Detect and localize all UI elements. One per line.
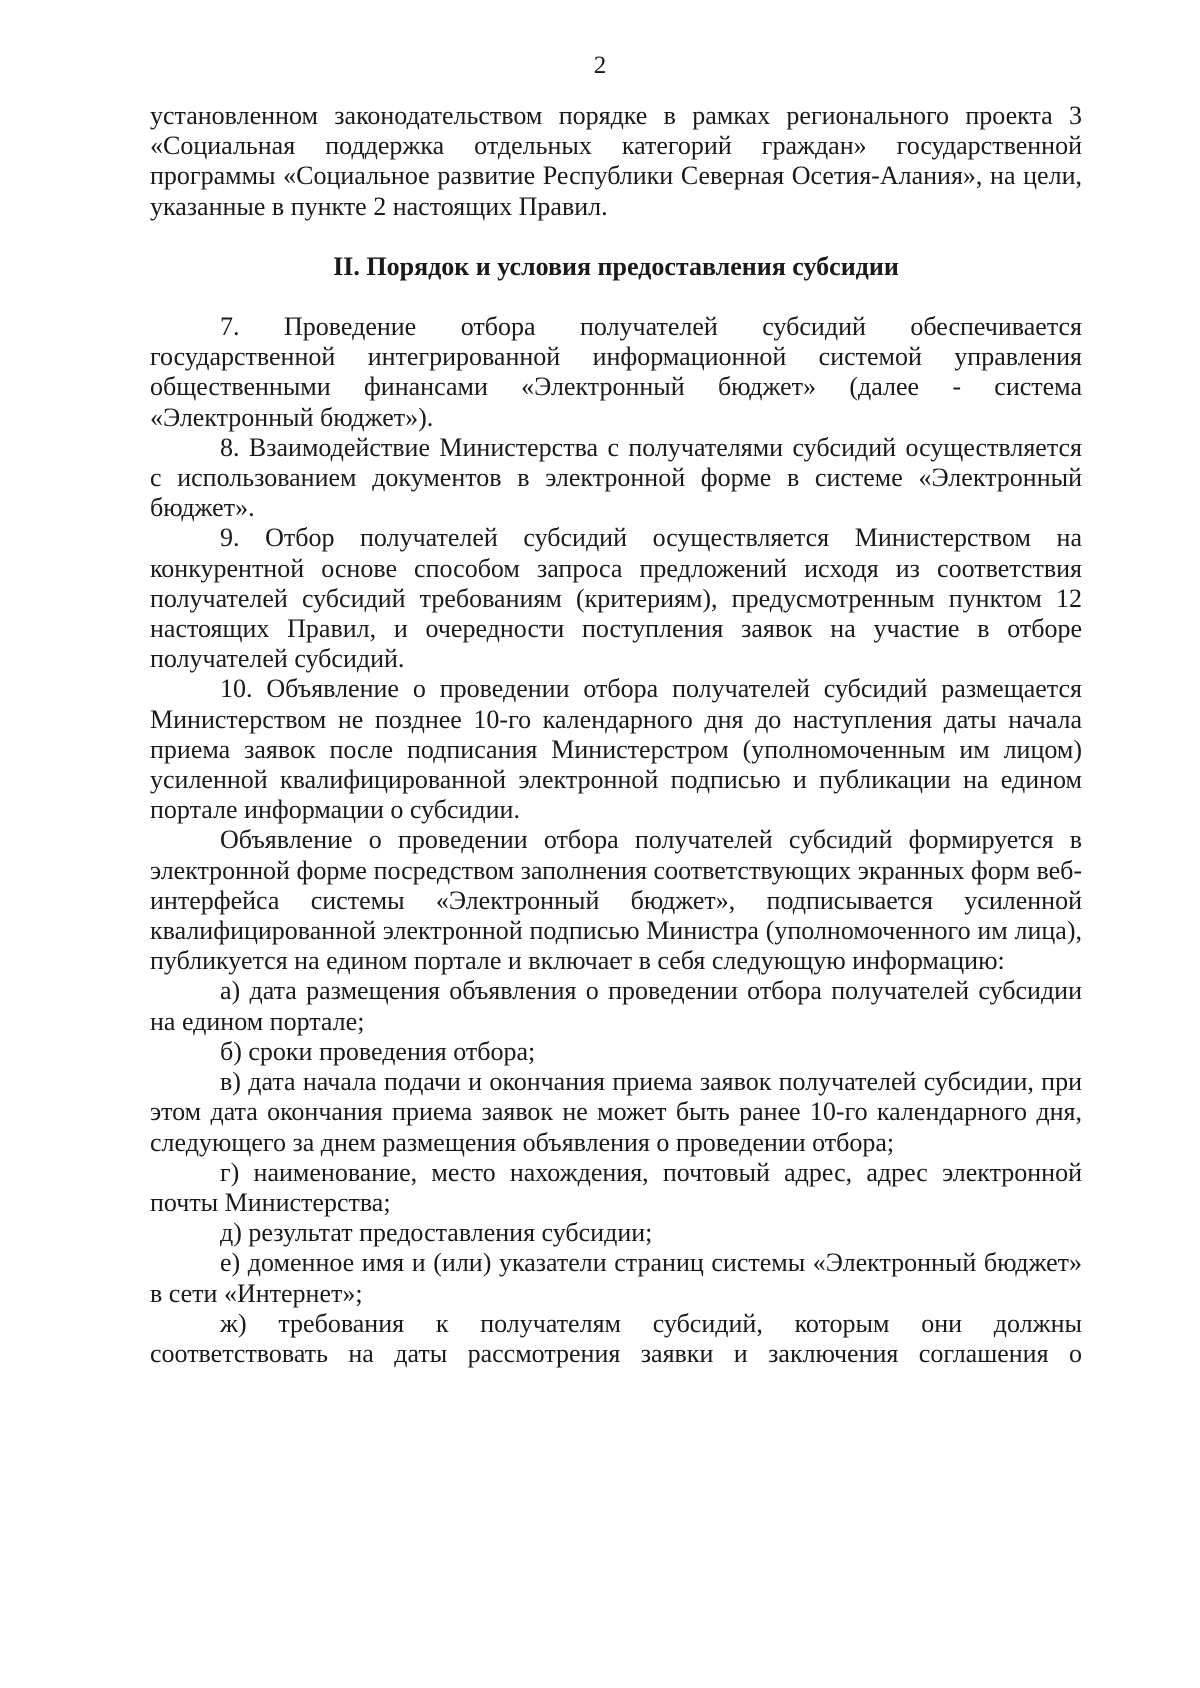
paragraph-8: 8. Взаимодействие Министерства с получателями субсидий осуществляется с использованием документов в электронной форме в системе «Электронный бюджет». [150, 432, 1082, 523]
paragraph-10-continued: Объявление о проведении отбора получателей субсидий формируется в электронной форме посредством заполнения соответствующих экранных форм веб-интерфейса системы «Электронный бюджет», подписывается усиленной квалифицированной электронной подписью Министра (уполномоченного им лица), публикуется на едином портале и включает в себя следующую информацию: [150, 825, 1082, 976]
list-item-v: в) дата начала подачи и окончания приема заявок получателей субсидии, при этом дата окончания приема заявок не может быть ранее 10-го календарного дня, следующего за днем размещения объявления о проведении отбора; [150, 1067, 1082, 1157]
list-item-d: д) результат предоставления субсидии; [220, 1218, 653, 1248]
paragraph-7: 7. Проведение отбора получателей субсидий обеспечивается государственной интегрированной информационной системой управления общественными финансами «Электронный бюджет» (далее - система «Электронный бюджет»). [150, 312, 1082, 432]
section-heading: II. Порядок и условия предоставления субсидии [333, 251, 899, 281]
list-item-b: б) сроки проведения отбора; [220, 1036, 536, 1066]
page-number: 2 [593, 52, 607, 79]
list-item-a: а) дата размещения объявления о проведении отбора получателей субсидии на едином портале; [150, 976, 1082, 1036]
list-item-e: е) доменное имя и (или) указатели страниц системы «Электронный бюджет» в сети «Интернет»; [150, 1248, 1082, 1308]
list-item-zh: ж) требования к получателям субсидий, которым они должны соответствовать на даты рассмотрения заявки и заключения соглашения о [150, 1308, 1082, 1368]
document-body [150, 101, 1082, 1369]
paragraph-10: 10. Объявление о проведении отбора получателей субсидий размещается Министерством не позднее 10-го календарного дня до наступления даты начала приема заявок после подписания Министерстром (уполномоченным им лицом) усиленной квалифицированной электронной подписью и публикации на едином портале информации о субсидии. [150, 674, 1082, 825]
list-item-g: г) наименование, место нахождения, почтовый адрес, адрес электронной почты Министерства; [150, 1157, 1082, 1217]
intro-paragraph: установленном законодательством порядке в рамках регионального проекта 3 «Социальная поддержка отдельных категорий граждан» государственной программы «Социальное развитие Республики Северная Осетия-Алания», на цели, указанные в пункте 2 настоящих Правил. [150, 101, 1082, 221]
paragraph-9: 9. Отбор получателей субсидий осуществляется Министерством на конкурентной основе способом запроса предложений исходя из соответствия получателей субсидий требованиям (критериям), предусмотренным пунктом 12 настоящих Правил, и очередности поступления заявок на участие в отборе получателей субсидий. [150, 523, 1082, 674]
